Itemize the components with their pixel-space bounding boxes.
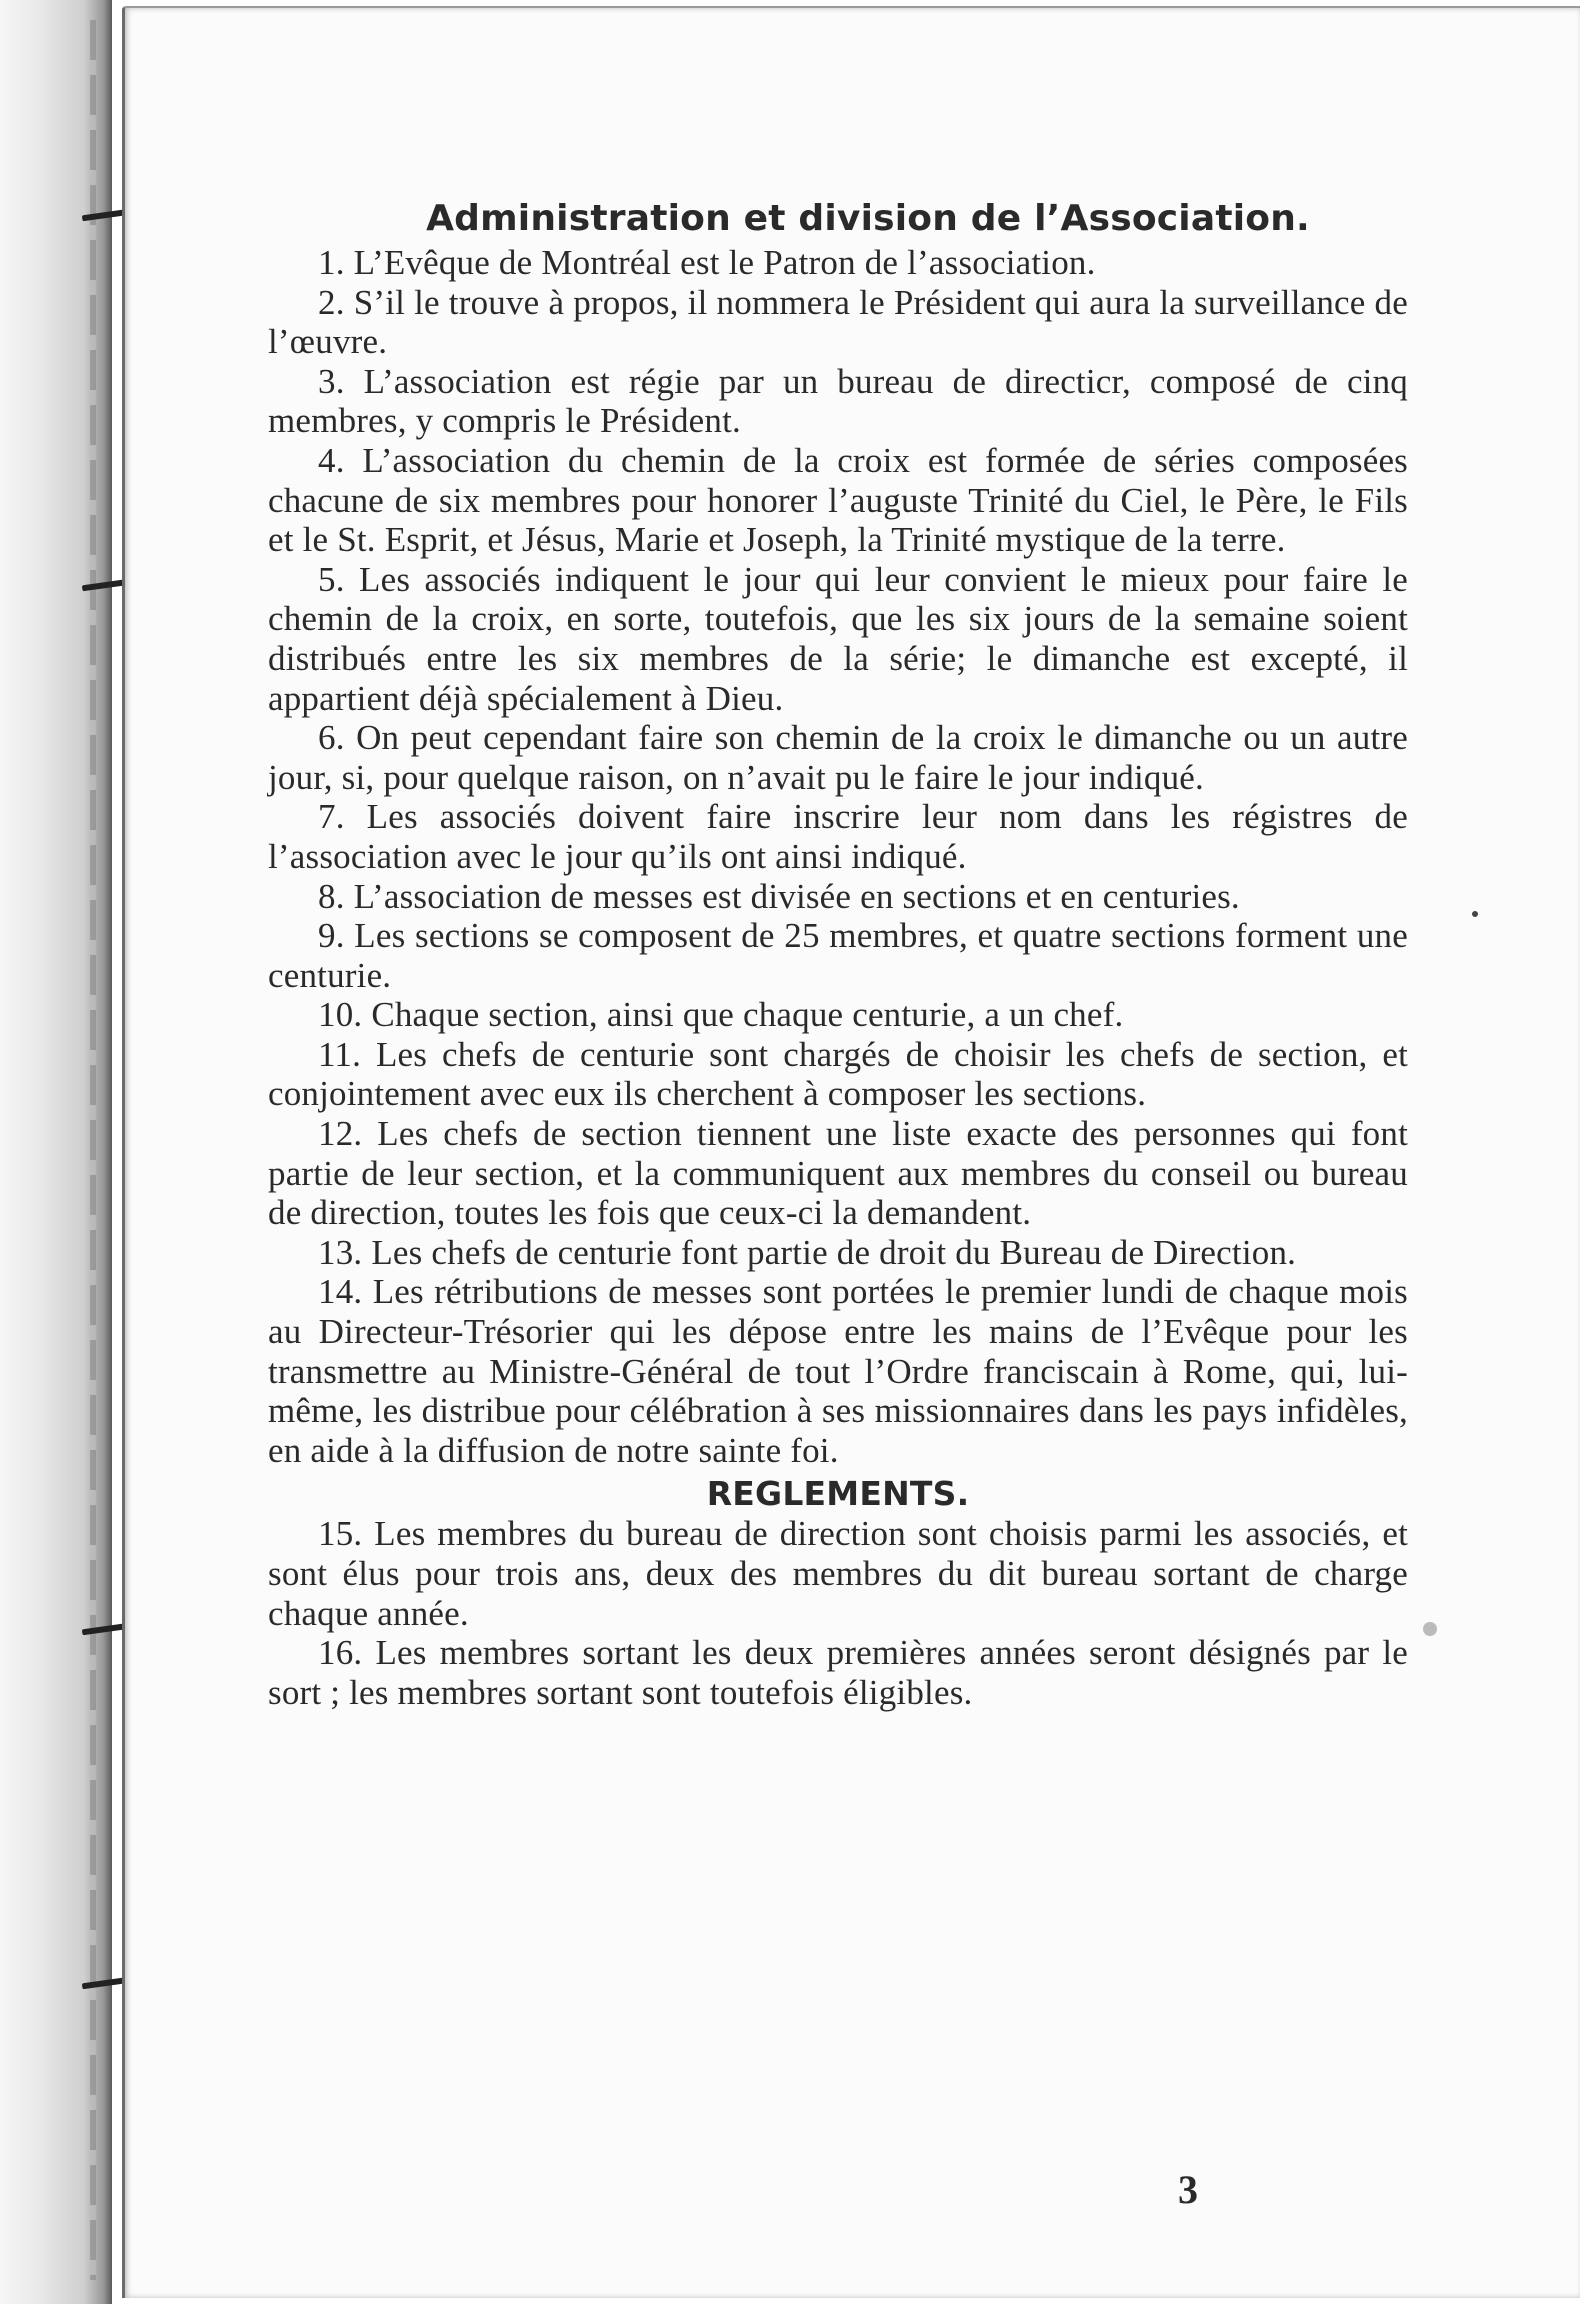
article-text: L’association est régie par un bureau de directicr, composé de cinq membres, y compris le Président. [268,361,1408,441]
article [268,718,1408,797]
article-number: 5. [318,559,345,599]
book-binding [0,0,112,2304]
article-text: Les membres sortant les deux premières années seront désignés par le sort ; les membres sortant sont toutefois éligibles. [268,1633,1409,1712]
article-number: 14. [318,1272,363,1312]
article [268,243,1408,283]
article [268,877,1408,917]
section-title: REGLEMENTS. [706,1474,970,1514]
article [268,1633,1408,1712]
article-number: 6. [318,718,345,758]
article [268,916,1408,995]
page-number: 3 [1178,2167,1198,2212]
article [268,362,1408,441]
article-text: Les membres du bureau de direction sont choisis parmi les associés, et sont élus pour trois ans, deux des membres du dit bureau sortant de charge chaque année. [268,1514,1408,1633]
page-heading: Administration et division de l’Association. [426,198,1310,239]
page-text [268,195,1408,1712]
articles-list [268,243,1408,1470]
article-number: 11. [318,1034,362,1074]
article-text: On peut cependant faire son chemin de la croix le dimanche ou un autre jour, si, pour quelque raison, on n’avait pu le faire le jour indiqué. [268,718,1408,797]
article-number: 9. [318,916,345,956]
article [268,1114,1408,1233]
article-text: Les chefs de section tiennent une liste exacte des personnes qui font partie de leur section, et la communiquent aux membres du conseil ou bureau de direction, toutes les fois que ceux-ci la demandent. [268,1114,1409,1233]
article-number: 2. [318,282,345,322]
article-text: Chaque section, ainsi que chaque centurie, a un chef. [371,995,1124,1035]
article-text: Les sections se composent de 25 membres, et quatre sections forment une centurie. [268,916,1408,995]
article-number: 3. [318,361,345,401]
article-text: Les associés indiquent le jour qui leur convient le mieux pour faire le chemin de la croix, en sorte, toutefois, que les six jours de la semaine soient distribués entre les six membres de la série; le dimanche est excepté, il appartient déjà spécialement à Dieu. [268,559,1409,718]
article [268,560,1408,718]
article [268,1233,1408,1273]
article [268,441,1408,560]
article-text: Les chefs de centurie font partie de droit du Bureau de Direction. [371,1232,1297,1272]
paper-speck [1423,1622,1437,1636]
article-text: Les associés doivent faire inscrire leur nom dans les régistres de l’association avec le jour qu’ils ont ainsi indiqué. [268,797,1408,876]
article-number: 10. [318,995,363,1035]
article-text: L’association du chemin de la croix est formée de séries composées chacune de six membres pour honorer l’auguste Trinité du Ciel, le Père, le Fils et le St. Esprit, et Jésus, Marie et Joseph, la Trinité mystique de la terre. [268,440,1409,560]
article-number: 4. [318,440,345,480]
article-text: Les chefs de centurie sont chargés de choisir les chefs de section, et conjointement avec eux ils cherchent à composer les sections. [268,1034,1409,1114]
article-number: 16. [318,1633,363,1673]
article-text: L’association de messes est divisée en sections et en centuries. [353,876,1240,916]
article [268,1514,1408,1633]
article-text: Les rétributions de messes sont portées le premier lundi de chaque mois au Directeur-Trésorier qui les dépose entre les mains de l’Evêque pour les transmettre au Ministre-Général de tout l’Ordre franciscain à Rome, qui, lui-même, les distribue pour célébration à ses missionnaires dans les pays infidèles, en aide à la diffusion de notre sainte foi. [268,1272,1408,1470]
article [268,283,1408,362]
article [268,1035,1408,1114]
article [268,995,1408,1035]
article-text: S’il le trouve à propos, il nommera le Président qui aura la surveillance de l’œuvre. [268,282,1408,362]
article-number: 1. [318,243,345,282]
article-text: L’Evêque de Montréal est le Patron de l’association. [353,243,1096,282]
article [268,1272,1408,1470]
reglements-list [268,1514,1408,1712]
paper-speck [1472,911,1478,917]
article-number: 7. [318,797,345,837]
article-number: 12. [318,1114,363,1154]
article-number: 8. [318,876,345,916]
article-number: 15. [318,1514,363,1554]
article-number: 13. [318,1232,363,1272]
article [268,797,1408,876]
